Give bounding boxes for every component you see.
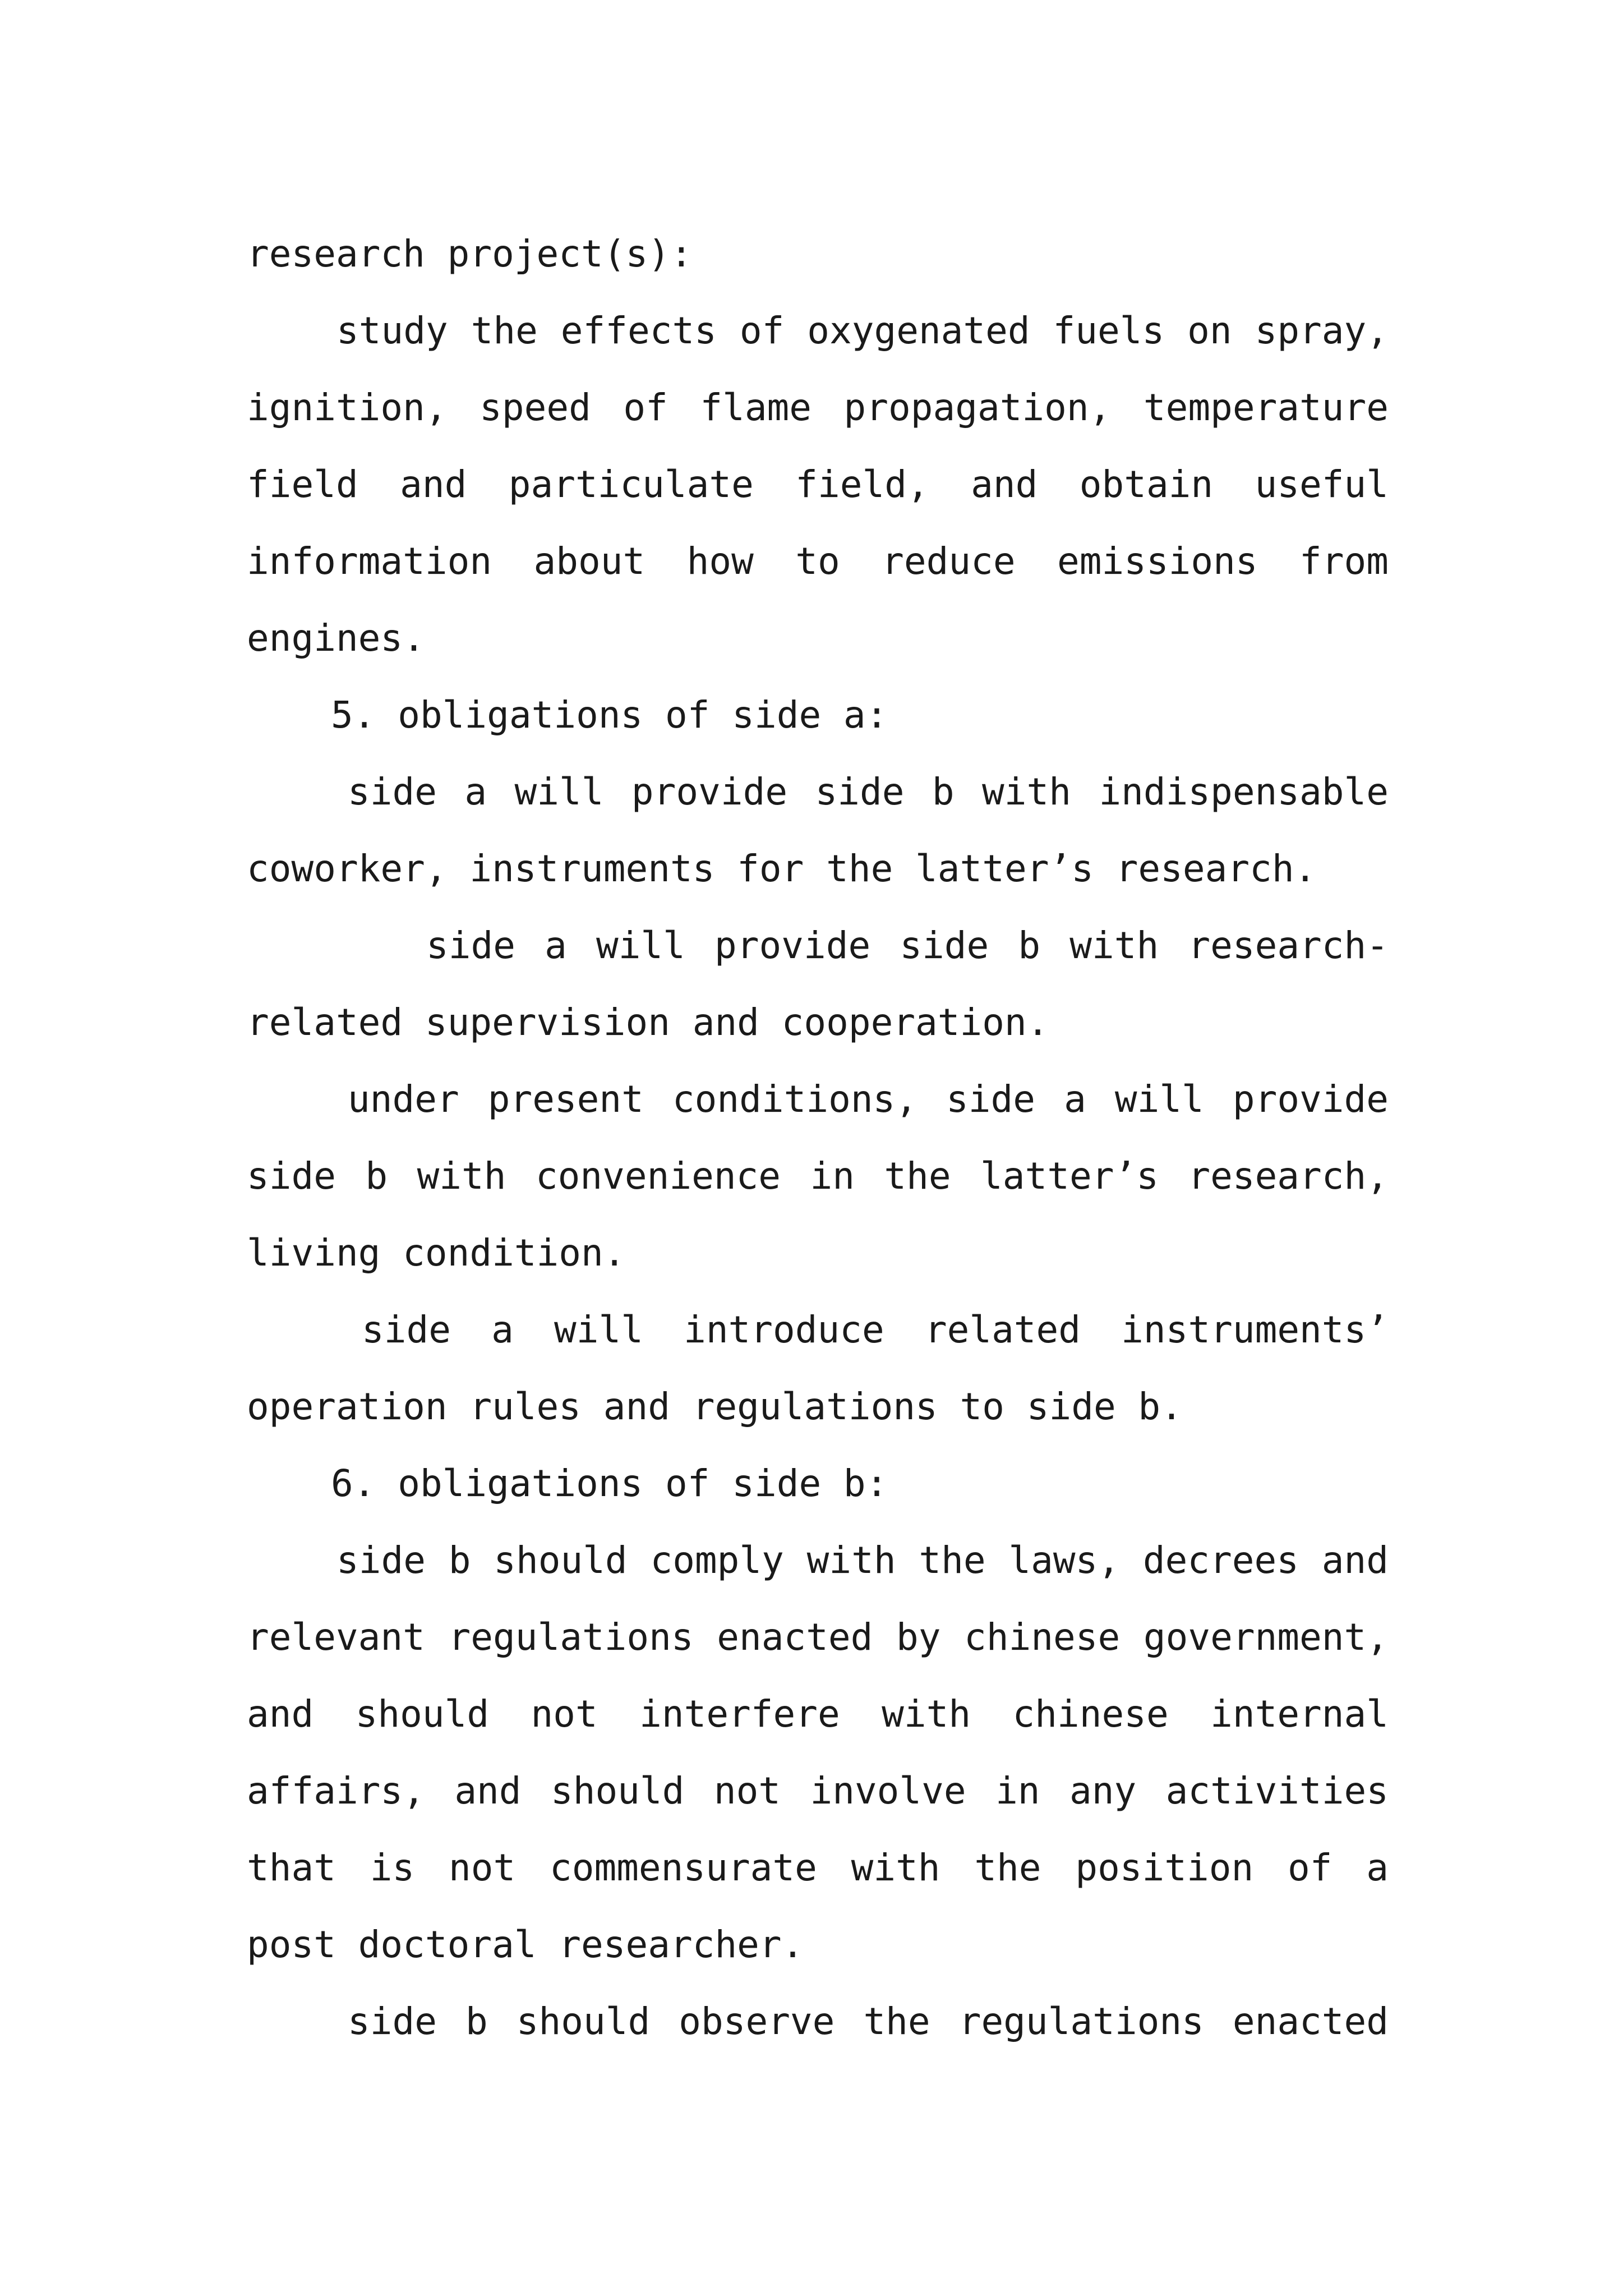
section-heading-obligations-side-b: 6. obligations of side b: xyxy=(331,1462,888,1505)
section-heading-obligations-side-a: 5. obligations of side a: xyxy=(331,693,888,737)
paragraph-side-a-convenience: under present conditions, side a will provide side b with convenience in the latter’s research, living condition. xyxy=(247,1078,1389,1274)
paragraph-research-description: study the effects of oxygenated fuels on spray, ignition, speed of flame propagation, temperature field and particulate field, and obtain useful information about how to reduce emissions from engines. xyxy=(247,309,1389,660)
paragraph-side-b-comply: side b should comply with the laws, decrees and relevant regulations enacted by chinese government, and should not interfere with chinese internal affairs, and should not involve in any activities that is not commensurate with the position of a post doctoral researcher. xyxy=(247,1539,1389,1966)
paragraph-research-projects-label: research project(s): xyxy=(247,232,693,275)
document-page xyxy=(247,215,1389,2060)
paragraph-side-a-rules: side a will introduce related instruments’ operation rules and regulations to side b. xyxy=(247,1308,1389,1428)
paragraph-side-b-observe: side b should observe the regulations enacted xyxy=(348,2000,1389,2043)
paragraph-side-a-supervision: side a will provide side b with research-related supervision and cooperation. xyxy=(247,924,1389,1044)
paragraph-side-a-coworker: side a will provide side b with indispensable coworker, instruments for the latter’s research. xyxy=(247,770,1389,890)
